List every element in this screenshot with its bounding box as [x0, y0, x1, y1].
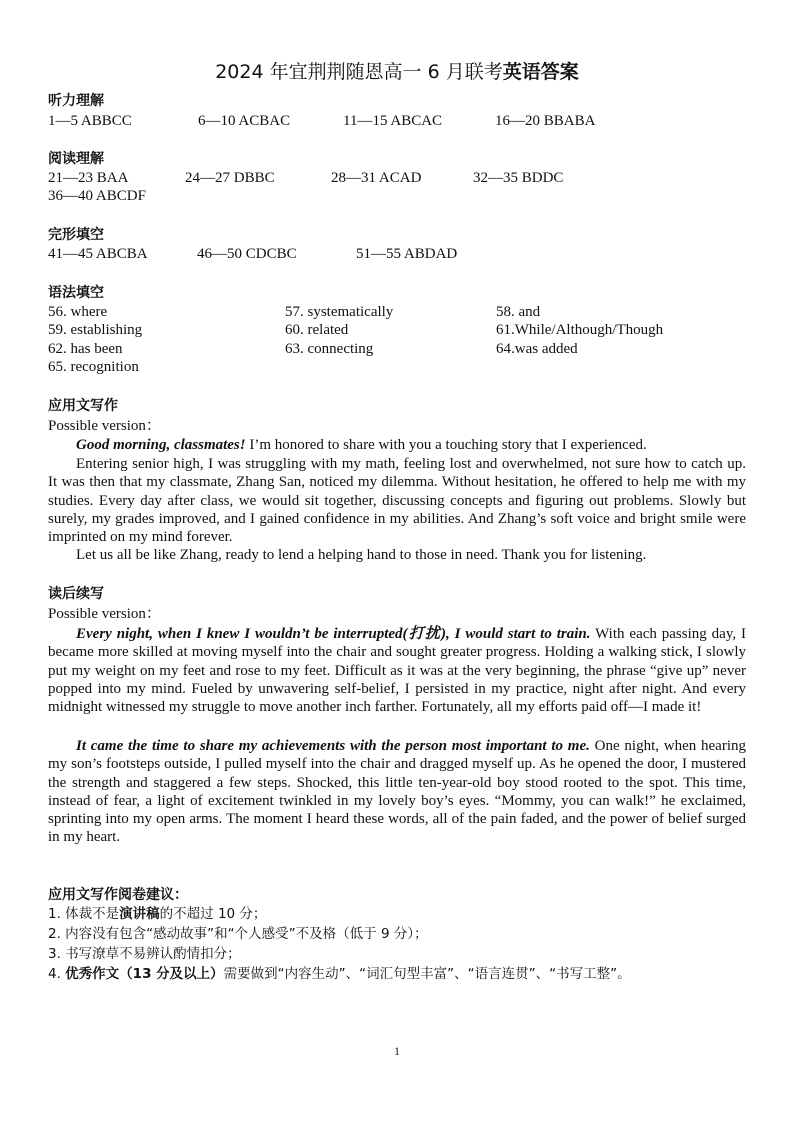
- answer-group: 28—31 ACAD: [331, 170, 422, 186]
- answer-group: 41—45 ABCBA: [48, 246, 148, 262]
- writing-paragraph-1: [48, 436, 746, 454]
- suggestions-heading: 应用文写作阅卷建议：: [48, 887, 188, 903]
- grammar-row: [48, 340, 748, 358]
- reading-answers-2: [48, 187, 748, 205]
- suggestion-text: 需要做到“内容生动”、“词汇句型丰富”、“语言连贯”、“书写工整”。: [223, 966, 631, 982]
- continuation-paragraph-2: [48, 737, 746, 847]
- page-title: [0, 57, 794, 84]
- grammar-answer: 60. related: [285, 322, 349, 338]
- suggestion-text: 4.: [48, 966, 66, 982]
- grammar-answer: 61.While/Although/Though: [496, 322, 664, 338]
- cloze-answers: [48, 245, 748, 263]
- reading-answers: [48, 169, 748, 187]
- answer-group: 11—15 ABCAC: [343, 113, 443, 129]
- paragraph-text: I’m honored to share with you a touching story that I experienced.: [245, 437, 647, 453]
- grammar-answer: 64.was added: [496, 341, 578, 357]
- given-second-sentence: It came the time to share my achievements with the person most important to me.: [76, 738, 590, 754]
- writing-paragraph-3: Let us all be like Zhang, ready to lend a helping hand to those in need. Thank you for listening.: [76, 547, 647, 563]
- grammar-answer: 56. where: [48, 304, 108, 320]
- title-prefix: 2024 年宜荆荆随恩高一 6 月联考: [215, 61, 503, 83]
- continuation-heading: 读后续写: [48, 586, 104, 602]
- listening-answers: [48, 112, 748, 130]
- answer-group: 24—27 DBBC: [185, 170, 275, 186]
- suggestion-item-1: [48, 905, 748, 924]
- suggestion-bold: 演讲稿: [119, 906, 160, 922]
- grammar-answer: 62. has been: [48, 341, 123, 357]
- opening-greeting: Good morning, classmates!: [76, 437, 246, 453]
- grammar-answer: 59. establishing: [48, 322, 143, 338]
- suggestion-text: 的不超过 10 分；: [159, 906, 267, 922]
- page-number: 1: [394, 1044, 400, 1058]
- grammar-answer: 63. connecting: [285, 341, 374, 357]
- title-bold: 英语答案: [502, 61, 579, 83]
- answer-group: 6—10 ACBAC: [198, 113, 291, 129]
- writing-paragraph-2: Entering senior high, I was struggling with my math, feeling lost and overwhelmed, not sure how to catch up. It was then that my classmate, Zhang San, noticed my dilemma. Without hesitation, he offered to help me with my studies. Every day after class, we would sit together, discussing concepts and figuring out problems. Slowly but surely, my grades improved, and I gained confidence in my abilities. And Zhang’s soft voice and bright smile were imprinted on my mind forever.: [48, 456, 746, 546]
- paragraph-text: With each passing day, I became more skilled at moving myself into the chair and sought greater progress. Holding a walking stick, I slowly put my weight on my feet and rose to my feet. Difficult as it was at the very beginning, the phrase “give up” never popped into my mind. Fueled by unwavering self-belief, I persisted in my practice, night after night. And every midnight witnessed my struggle to move another inch farther. Fortunately, all my efforts paid off—I made it!: [48, 626, 746, 716]
- grammar-heading: 语法填空: [48, 285, 104, 301]
- continuation-paragraph-1: [48, 625, 746, 716]
- suggestion-text: 1. 体裁不是: [48, 906, 120, 922]
- grammar-answer: 65. recognition: [48, 359, 139, 375]
- suggestion-item-3: 3. 书写潦草不易辨认酌情扣分；: [48, 946, 241, 962]
- writing-heading: 应用文写作: [48, 398, 118, 414]
- writing-label: Possible version：: [48, 418, 161, 434]
- grammar-answer: 57. systematically: [285, 304, 394, 320]
- listening-heading: 听力理解: [48, 93, 104, 109]
- cloze-heading: 完形填空: [48, 227, 104, 243]
- grammar-row: [48, 321, 748, 339]
- suggestion-item-4: [48, 965, 748, 984]
- reading-heading: 阅读理解: [48, 151, 104, 167]
- grammar-row: [48, 358, 748, 376]
- paragraph-text: One night, when hearing my son’s footsteps outside, I pulled myself into the chair and dragged myself up. As he opened the door, I mustered the strength and staggered a few steps. Shocked, this little ten-year-old boy stood rooted to the spot. This time, instead of fear, a light of excitement twinkled in my lovely boy’s eyes. “Mommy, you can walk!” he exclaimed, sprinting into my open arms. The moment I heard these words, all of the pain faded, and the power of belief surged in my heart.: [48, 738, 746, 846]
- answer-group: 36—40 ABCDF: [48, 188, 146, 204]
- grammar-answer: 58. and: [496, 304, 541, 320]
- answer-group: 1—5 ABBCC: [48, 113, 132, 129]
- given-first-sentence: Every night, when I knew I wouldn’t be interrupted(打扰), I would start to train.: [76, 626, 591, 642]
- continuation-label: Possible version：: [48, 606, 161, 622]
- answer-group: 51—55 ABDAD: [356, 246, 458, 262]
- suggestion-item-2: 2. 内容没有包含“感动故事”和“个人感受”不及格（低于 9 分）；: [48, 926, 428, 942]
- suggestion-bold: 优秀作文（13 分及以上）: [65, 966, 224, 982]
- answer-group: 46—50 CDCBC: [197, 246, 297, 262]
- grammar-row: [48, 303, 748, 321]
- answer-group: 32—35 BDDC: [473, 170, 564, 186]
- answer-group: 16—20 BBABA: [495, 113, 596, 129]
- answer-group: 21—23 BAA: [48, 170, 129, 186]
